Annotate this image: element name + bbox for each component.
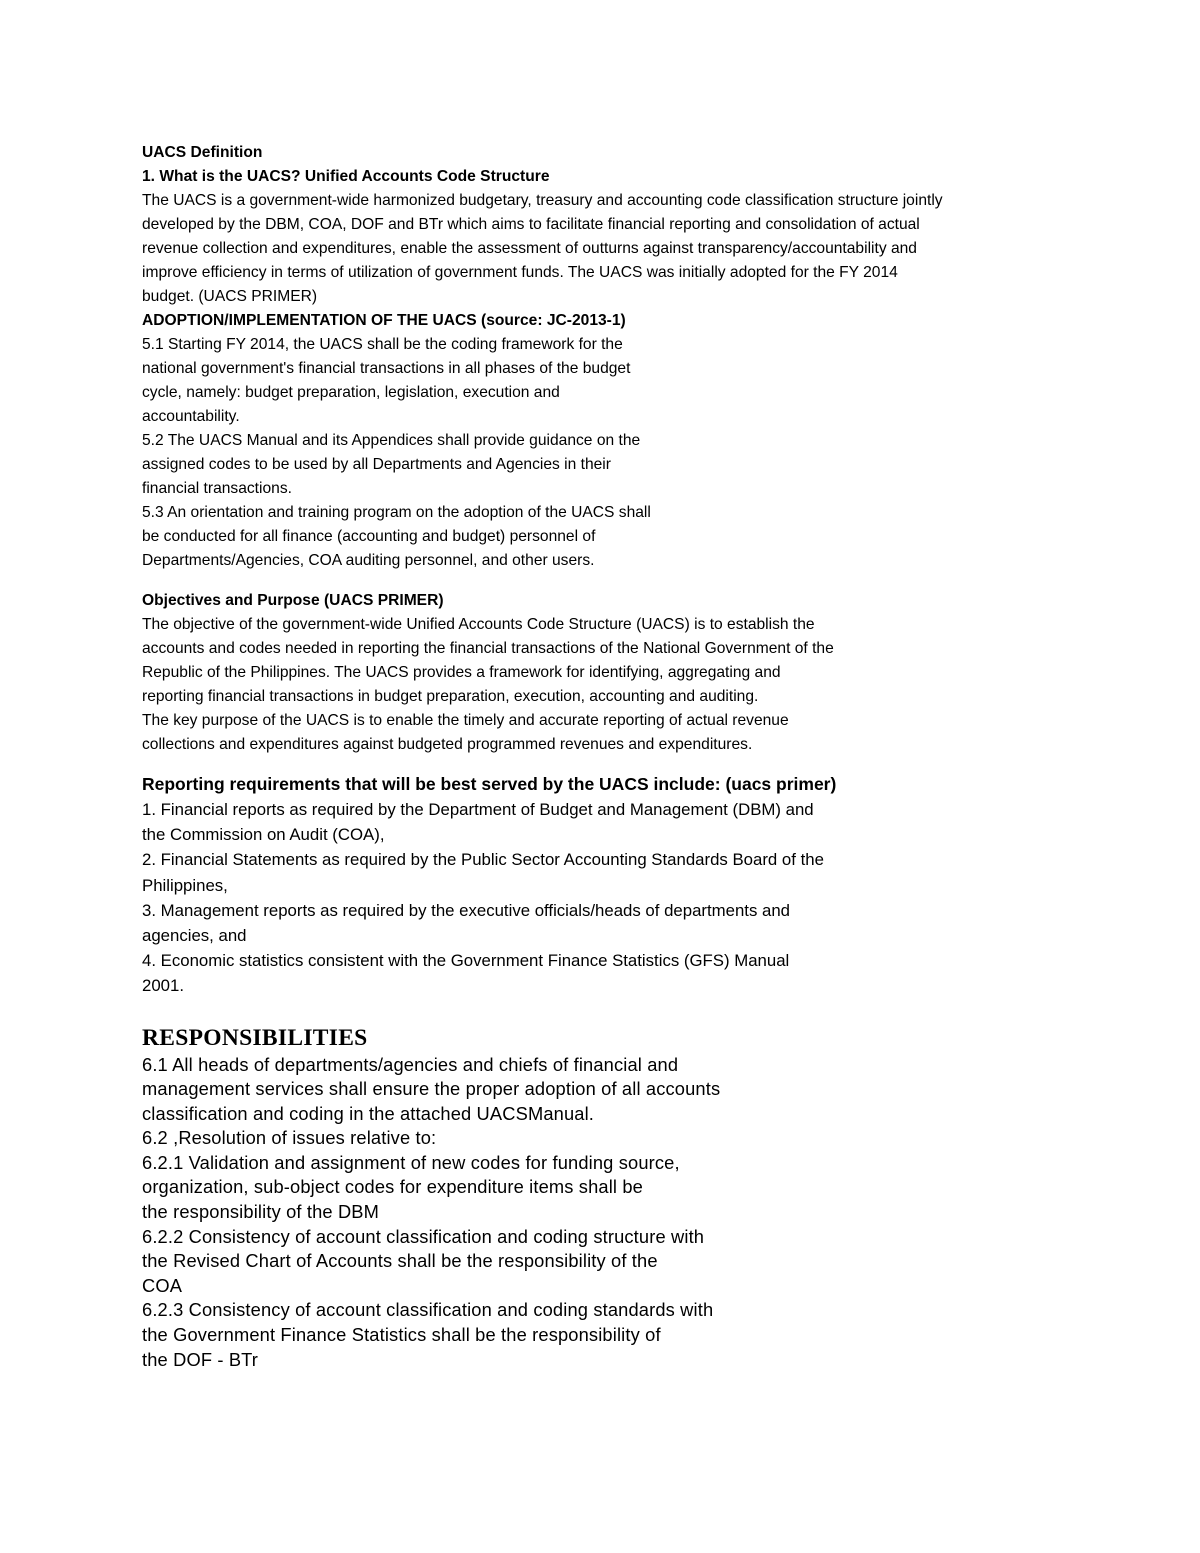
objectives-heading: Objectives and Purpose (UACS PRIMER) <box>142 592 444 609</box>
paragraph-line: management services shall ensure the proper adoption of all accounts <box>142 1078 721 1100</box>
list-item: the Commission on Audit (COA), <box>142 825 385 845</box>
paragraph-line: budget. (UACS PRIMER) <box>142 288 318 305</box>
document-page <box>142 141 1082 1372</box>
objectives-body <box>142 613 1082 757</box>
paragraph-line: 6.2.2 Consistency of account classification and coding structure with <box>142 1225 705 1247</box>
paragraph-line: accountability. <box>142 408 240 425</box>
spacer <box>142 573 1082 589</box>
paragraph-line: improve efficiency in terms of utilization of government funds. The UACS was initially adopted for the FY 2014 <box>142 264 898 281</box>
paragraph-line: cycle, namely: budget preparation, legislation, execution and <box>142 384 560 401</box>
reporting-list <box>142 797 1082 999</box>
paragraph-line: the Revised Chart of Accounts shall be the responsibility of the <box>142 1250 658 1272</box>
paragraph-line: the DOF - BTr <box>142 1348 259 1370</box>
paragraph-line: financial transactions. <box>142 480 292 497</box>
paragraph-line: revenue collection and expenditures, enable the assessment of outturns against transparency/accountability and <box>142 240 917 257</box>
paragraph-line: The key purpose of the UACS is to enable the timely and accurate reporting of actual revenue <box>142 712 789 729</box>
adoption-heading: ADOPTION/IMPLEMENTATION OF THE UACS (source: JC-2013-1) <box>142 312 626 329</box>
uacs-definition-heading: UACS Definition <box>142 144 263 161</box>
paragraph-line: classification and coding in the attached UACSManual. <box>142 1102 595 1124</box>
paragraph-line: assigned codes to be used by all Departments and Agencies in their <box>142 456 611 473</box>
paragraph-line: national government's financial transactions in all phases of the budget <box>142 360 631 377</box>
uacs-question-heading: 1. What is the UACS? Unified Accounts Code Structure <box>142 168 550 185</box>
paragraph-line: 6.2.1 Validation and assignment of new codes for funding source, <box>142 1151 680 1173</box>
adoption-body <box>142 333 1082 573</box>
paragraph-line: reporting financial transactions in budget preparation, execution, accounting and auditing. <box>142 688 759 705</box>
list-item: 1. Financial reports as required by the Department of Budget and Management (DBM) and <box>142 800 814 819</box>
paragraph-line: The objective of the government-wide Unified Accounts Code Structure (UACS) is to establish the <box>142 616 815 633</box>
paragraph-line: developed by the DBM, COA, DOF and BTr which aims to facilitate financial reporting and consolidation of actual <box>142 216 920 233</box>
list-item: Philippines, <box>142 875 228 895</box>
paragraph-line: be conducted for all finance (accounting and budget) personnel of <box>142 528 596 545</box>
paragraph-line: 5.3 An orientation and training program on the adoption of the UACS shall <box>142 504 651 521</box>
paragraph-line: the Government Finance Statistics shall be the responsibility of <box>142 1324 661 1346</box>
paragraph-line: 6.2.3 Consistency of account classification and coding standards with <box>142 1299 714 1321</box>
paragraph-line: 6.1 All heads of departments/agencies and chiefs of financial and <box>142 1053 679 1075</box>
paragraph-line: 5.1 Starting FY 2014, the UACS shall be the coding framework for the <box>142 336 623 353</box>
list-item: 4. Economic statistics consistent with the Government Finance Statistics (GFS) Manual <box>142 951 790 971</box>
list-item: 2. Financial Statements as required by the Public Sector Accounting Standards Board of the <box>142 850 824 870</box>
list-item: 3. Management reports as required by the executive officials/heads of departments and <box>142 900 791 920</box>
responsibilities-body <box>142 1053 1082 1373</box>
paragraph-line: accounts and codes needed in reporting the financial transactions of the National Government of the <box>142 640 834 657</box>
paragraph-line: COA <box>142 1274 183 1296</box>
list-item: 2001. <box>142 976 184 996</box>
paragraph-line: Republic of the Philippines. The UACS provides a framework for identifying, aggregating and <box>142 664 781 681</box>
paragraph-line: organization, sub-object codes for expenditure items shall be <box>142 1176 643 1198</box>
paragraph-line: the responsibility of the DBM <box>142 1201 380 1223</box>
paragraph-line: The UACS is a government-wide harmonized budgetary, treasury and accounting code classification structure jointly <box>142 192 943 209</box>
paragraph-line: Departments/Agencies, COA auditing personnel, and other users. <box>142 552 595 569</box>
paragraph-line: collections and expenditures against budgeted programmed revenues and expenditures. <box>142 736 753 753</box>
reporting-heading: Reporting requirements that will be best served by the UACS include: (uacs primer) <box>142 774 837 794</box>
responsibilities-heading: RESPONSIBILITIES <box>142 1024 368 1051</box>
paragraph-line: 5.2 The UACS Manual and its Appendices shall provide guidance on the <box>142 432 641 449</box>
uacs-definition-body <box>142 189 1082 309</box>
list-item: agencies, and <box>142 925 247 945</box>
paragraph-line: 6.2 ,Resolution of issues relative to: <box>142 1127 437 1149</box>
